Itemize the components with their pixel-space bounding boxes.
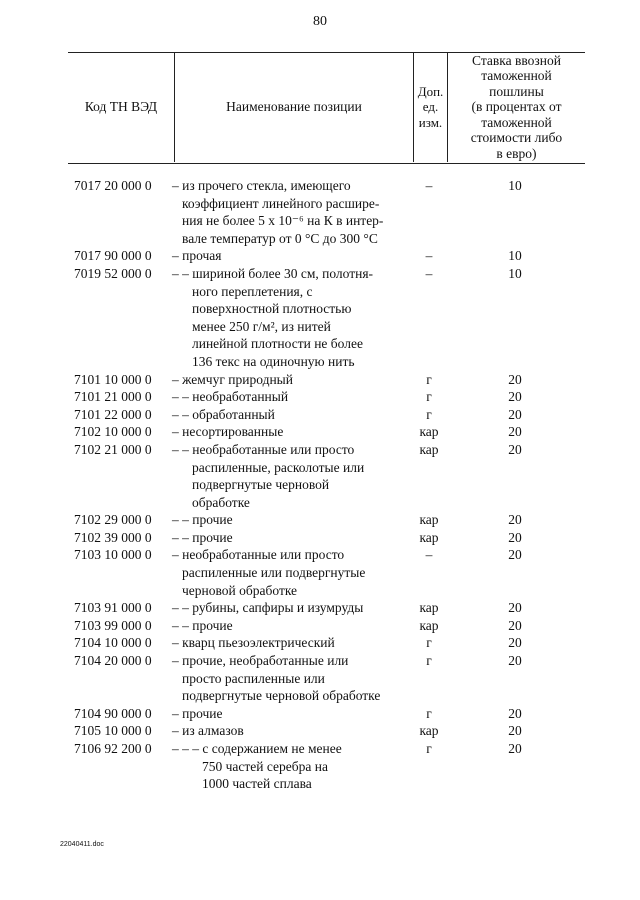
row-duty: 20: [508, 406, 522, 422]
table-row: [0, 617, 640, 635]
row-name-line: обработке: [192, 494, 250, 510]
row-name-line: – прочие: [172, 705, 223, 721]
row-code: 7017 90 000 0: [74, 248, 152, 264]
row-code: 7101 10 000 0: [74, 371, 152, 387]
row-name: [172, 511, 410, 529]
row-unit: кар: [419, 441, 439, 457]
row-code: 7102 10 000 0: [74, 424, 152, 440]
row-name-line: линейной плотности не более: [192, 336, 363, 352]
row-duty: 20: [508, 723, 522, 739]
row-name: [172, 740, 410, 793]
row-unit: –: [425, 265, 433, 281]
row-duty: 20: [508, 371, 522, 387]
row-name: [172, 423, 410, 441]
row-name-line: распиленные, расколотые или: [192, 459, 365, 475]
row-name-line: подвергнутые черновой обработке: [182, 688, 381, 704]
table-row: [0, 423, 640, 441]
row-name-line: 136 текс на одиночную нить: [192, 353, 355, 369]
row-name-line: – из алмазов: [172, 723, 244, 739]
row-code: 7101 22 000 0: [74, 406, 152, 422]
row-duty: 10: [508, 265, 522, 281]
row-duty: 20: [508, 705, 522, 721]
row-unit: г: [426, 406, 432, 422]
row-name-line: 1000 частей сплава: [202, 776, 312, 792]
row-duty: 20: [508, 741, 522, 756]
row-name-line: – прочая: [172, 248, 222, 264]
row-name-line: ния не более 5 х 10⁻⁶ на К в интер-: [182, 213, 384, 229]
header-code: Код ТН ВЭД: [84, 99, 158, 115]
row-unit: г: [426, 653, 432, 669]
row-name: [172, 634, 410, 652]
row-name-line: – – прочие: [172, 529, 233, 545]
row-code: 7102 29 000 0: [74, 512, 152, 528]
row-code: 7104 10 000 0: [74, 635, 152, 651]
row-name-line: – несортированные: [172, 424, 284, 440]
row-duty: 20: [508, 600, 522, 616]
row-name-line: – – необработанные или просто: [172, 441, 355, 457]
row-name-line: подвергнутые черновой: [192, 477, 330, 493]
row-unit: г: [426, 371, 432, 387]
row-unit: кар: [419, 529, 439, 545]
row-name-line: – прочие, необработанные или: [172, 653, 349, 669]
row-unit: кар: [419, 600, 439, 616]
table-row: [0, 705, 640, 723]
row-unit: кар: [419, 512, 439, 528]
row-name: [172, 705, 410, 723]
page-number: 80: [313, 14, 327, 29]
row-code: 7103 10 000 0: [74, 547, 152, 563]
row-name-line: – – прочие: [172, 617, 233, 633]
row-code: 7104 20 000 0: [74, 653, 152, 669]
row-name-line: – – шириной более 30 см, полотня-: [172, 265, 374, 281]
row-name-line: – – необработанный: [172, 389, 289, 405]
row-duty: 20: [508, 512, 522, 528]
row-name-line: ного переплетения, с: [192, 283, 313, 299]
row-code: 7105 10 000 0: [74, 723, 152, 739]
row-duty: 10: [508, 248, 522, 264]
table-row: [0, 634, 640, 652]
row-duty: 20: [508, 389, 522, 405]
row-name-line: – – рубины, сапфиры и изумруды: [172, 600, 364, 616]
row-name: [172, 247, 410, 265]
row-code: 7019 52 000 0: [74, 265, 152, 281]
table-row: [0, 599, 640, 617]
row-duty: 10: [508, 178, 522, 193]
row-name: [172, 546, 410, 599]
row-name: [172, 529, 410, 547]
row-unit: кар: [419, 617, 439, 633]
table-row: [0, 265, 640, 371]
table-row: [0, 441, 640, 511]
row-name: [172, 371, 410, 389]
row-code: 7102 21 000 0: [74, 441, 152, 457]
row-name: [172, 388, 410, 406]
header-unit: Доп. ед. изм.: [417, 83, 444, 130]
row-name: [172, 722, 410, 740]
row-name-line: коэффициент линейного расшире-: [182, 195, 380, 211]
row-unit: –: [425, 178, 433, 193]
row-name-line: вале температур от 0 °С до 300 °С: [182, 230, 378, 246]
row-code: 7106 92 200 0: [74, 741, 152, 756]
row-name-line: – жемчуг природный: [172, 371, 293, 387]
row-name-line: черновой обработке: [182, 582, 298, 598]
row-unit: г: [426, 635, 432, 651]
table-row: [0, 177, 640, 247]
row-name-line: – из прочего стекла, имеющего: [172, 178, 351, 193]
row-name-line: поверхностной плотностью: [192, 301, 352, 317]
row-name-line: менее 250 г/м², из нитей: [192, 318, 331, 334]
row-duty: 20: [508, 547, 522, 563]
table-row: [0, 247, 640, 265]
table-row: [0, 371, 640, 389]
row-name-line: – – обработанный: [172, 406, 275, 422]
row-unit: кар: [419, 424, 439, 440]
row-unit: –: [425, 248, 433, 264]
row-duty: 20: [508, 617, 522, 633]
row-name: [172, 406, 410, 424]
table-row: [0, 406, 640, 424]
row-unit: –: [425, 547, 433, 563]
row-name: [172, 599, 410, 617]
table-row: [0, 511, 640, 529]
row-name: [172, 177, 410, 247]
row-name-line: – необработанные или просто: [172, 547, 345, 563]
row-duty: 20: [508, 424, 522, 440]
row-name-line: – – прочие: [172, 512, 233, 528]
row-unit: г: [426, 389, 432, 405]
row-code: 7103 91 000 0: [74, 600, 152, 616]
row-code: 7104 90 000 0: [74, 705, 152, 721]
row-name: [172, 265, 410, 371]
table-row: [0, 722, 640, 740]
row-duty: 20: [508, 441, 522, 457]
document-filename: 22040411.doc: [60, 841, 104, 848]
row-name: [172, 652, 410, 705]
header-duty: Ставка ввозной таможенной пошлины (в процентах от таможенной стоимости либо в евро): [470, 52, 563, 161]
row-duty: 20: [508, 529, 522, 545]
tariff-table-body: [0, 177, 640, 793]
row-code: 7101 21 000 0: [74, 389, 152, 405]
row-unit: г: [426, 741, 432, 756]
table-row: [0, 740, 640, 793]
header-name: Наименование позиции: [226, 99, 362, 115]
row-name: [172, 617, 410, 635]
row-unit: кар: [419, 723, 439, 739]
table-row: [0, 388, 640, 406]
table-row: [0, 546, 640, 599]
row-code: 7103 99 000 0: [74, 617, 152, 633]
row-name-line: – – – с содержанием не менее: [172, 741, 342, 756]
row-code: 7017 20 000 0: [74, 178, 152, 193]
row-name: [172, 441, 410, 511]
row-code: 7102 39 000 0: [74, 529, 152, 545]
row-name-line: 750 частей серебра на: [202, 758, 328, 774]
row-name-line: – кварц пьезоэлектрический: [172, 635, 335, 651]
row-name-line: распиленные или подвергнутые: [182, 565, 366, 581]
table-row: [0, 529, 640, 547]
row-unit: г: [426, 705, 432, 721]
row-name-line: просто распиленные или: [182, 670, 325, 686]
row-duty: 20: [508, 635, 522, 651]
row-duty: 20: [508, 653, 522, 669]
table-row: [0, 652, 640, 705]
